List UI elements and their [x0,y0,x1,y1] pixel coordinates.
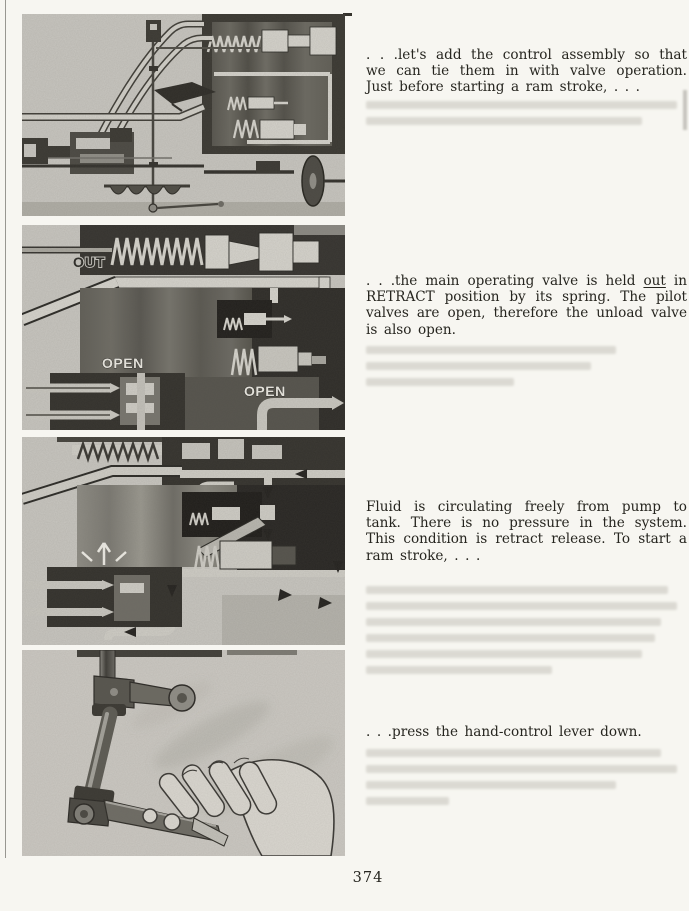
caption-2-underlined-word: out [643,273,666,289]
figure-retract-release-flow [22,437,345,645]
bleedthrough-ghost [366,586,687,682]
caption-2-text: in RETRACT position by its spring. The pilot valves are open, therefore the unload valve is also open. [366,273,687,338]
caption-2-text: . . .the main operating valve is held [366,273,644,289]
figure-main-operating-valve [22,225,345,430]
caption-fluid-circulating: Fluid is circulating freely from pump to tank. There is no pressure in the system. This condition is retract release. To start a ram stroke, . . . [366,499,687,564]
caption-control-assembly: . . .let's add the control assembly so that we can tie them in with valve operation. Just before starting a ram stroke, . . . [366,47,687,96]
label-open-right: OPEN [244,383,286,399]
label-open-left: OPEN [102,355,144,371]
scan-edge-line [5,0,6,858]
bleedthrough-ghost [366,101,687,133]
caption-press-lever: . . .press the hand-control lever down. [366,724,642,740]
figure-control-assembly-circuit [22,14,345,216]
bleedthrough-ghost [366,346,687,394]
bleedthrough-ghost [366,749,687,813]
figure-hand-control-lever [22,650,345,856]
caption-main-operating-valve [366,273,687,338]
label-out: OUT [73,254,106,270]
page-number: 374 [352,870,384,886]
